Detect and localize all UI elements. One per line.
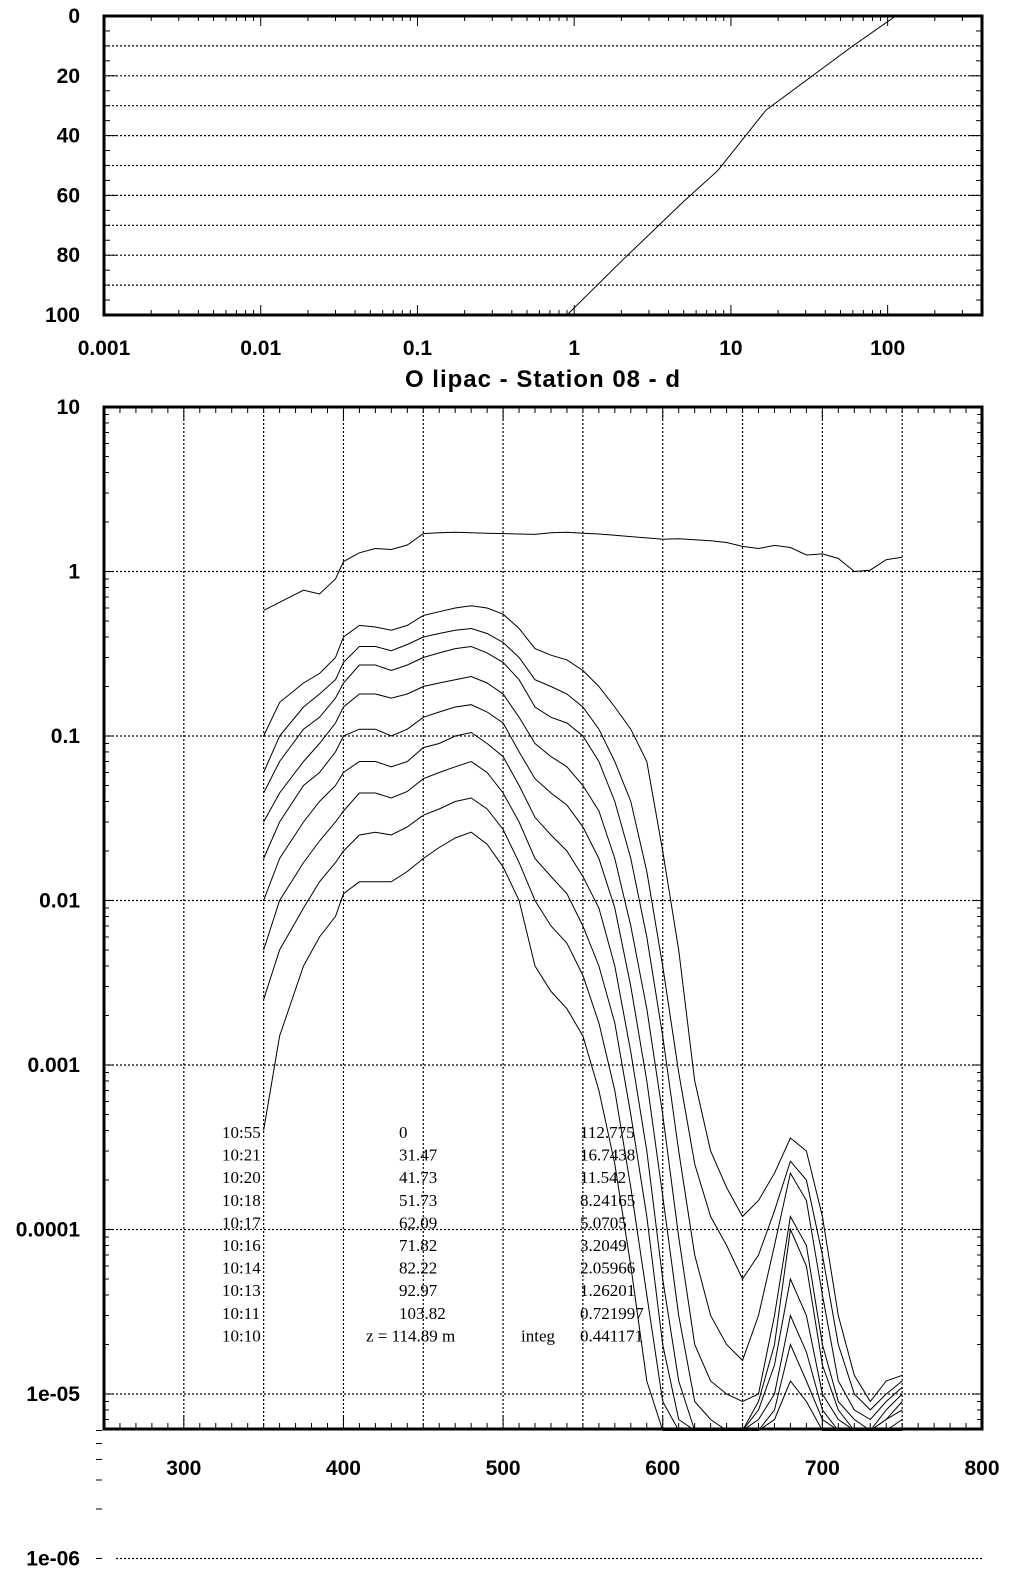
bottom-ticks [96, 407, 982, 1559]
bottom-x-tick-label: 800 [964, 1457, 1000, 1480]
bottom-y-tick-label: 1 [68, 560, 80, 584]
table-time: 10:21 [222, 1145, 261, 1165]
bottom-y-tick-label: 1e-05 [26, 1383, 80, 1406]
table-integ-value: 5.0705 [580, 1213, 627, 1233]
bottom-x-tick-label: 400 [325, 1457, 361, 1480]
bottom-y-tick-label: 1e-06 [26, 1547, 80, 1571]
table-z-label: z = 114.89 m [366, 1326, 456, 1346]
table-integ-value: 0.441171 [580, 1326, 644, 1346]
annotation-table [222, 1123, 644, 1345]
bottom-x-tick-label: 300 [166, 1457, 202, 1480]
bottom-x-tick-label: 500 [485, 1457, 521, 1480]
table-integ-label: integ [521, 1326, 555, 1346]
top-x-tick-label: 1 [568, 337, 581, 360]
table-depth: 82.22 [399, 1258, 438, 1278]
bottom-y-tick-label: 0.01 [39, 889, 80, 913]
table-depth: 71.82 [399, 1236, 438, 1255]
bottom-y-tick-label: 10 [56, 396, 80, 419]
top-x-tick-label: 0.001 [77, 337, 131, 360]
table-depth: 103.82 [399, 1303, 446, 1323]
bottom-y-tick-labels [16, 396, 81, 1571]
table-time: 10:55 [222, 1123, 261, 1142]
table-integ-value: 11.542 [580, 1168, 627, 1188]
table-integ-value: 16.7438 [580, 1145, 636, 1165]
top-y-tick-label: 80 [56, 244, 80, 268]
top-y-tick-label: 20 [56, 64, 80, 88]
table-integ-value: 1.26201 [580, 1281, 636, 1301]
bottom-x-tick-labels [166, 1457, 999, 1480]
top-x-tick-label: 10 [719, 337, 743, 360]
table-time: 10:18 [222, 1190, 261, 1210]
depth-profile-chart [45, 5, 982, 360]
top-x-tick-label: 0.1 [402, 337, 433, 360]
top-y-tick-label: 0 [68, 5, 80, 28]
top-y-tick-label: 100 [44, 304, 80, 327]
bottom-y-tick-label: 0.0001 [15, 1218, 80, 1242]
bottom-x-tick-label: 600 [645, 1457, 681, 1480]
top-y-tick-label: 60 [56, 184, 80, 208]
table-depth: 51.73 [399, 1190, 438, 1210]
top-x-tick-labels [78, 337, 905, 360]
table-integ-value: 3.2049 [580, 1236, 627, 1255]
table-time: 10:10 [222, 1326, 261, 1346]
table-time: 10:13 [222, 1281, 261, 1301]
table-depth: 0 [399, 1123, 408, 1142]
table-integ-value: 0.721997 [580, 1303, 644, 1323]
top-y-tick-label: 40 [56, 124, 80, 148]
spectra-chart [16, 396, 1000, 1571]
top-gridlines [104, 46, 982, 285]
table-integ-value: 8.24165 [580, 1190, 636, 1210]
top-plot-frame [104, 16, 982, 315]
bottom-y-tick-label: 0.001 [27, 1054, 80, 1077]
table-time: 10:20 [222, 1168, 261, 1188]
table-time: 10:17 [222, 1213, 261, 1233]
table-time: 10:11 [222, 1303, 261, 1323]
table-time: 10:14 [222, 1258, 261, 1278]
bottom-y-tick-label: 0.1 [50, 725, 80, 748]
top-x-tick-label: 0.01 [240, 337, 282, 360]
table-time: 10:16 [222, 1236, 261, 1255]
bottom-x-tick-label: 700 [804, 1457, 840, 1480]
table-depth: 62.09 [399, 1213, 438, 1233]
top-y-tick-labels [45, 5, 80, 327]
table-depth: 41.73 [399, 1168, 438, 1188]
table-depth: 31.47 [399, 1145, 438, 1165]
top-x-tick-label: 100 [870, 337, 906, 360]
table-depth: 92.97 [399, 1281, 438, 1301]
chart-title: O lipac - Station 08 - d [404, 366, 682, 393]
table-integ-value: 112.775 [580, 1123, 635, 1142]
table-integ-value: 2.05966 [580, 1258, 636, 1278]
top-ticks [104, 16, 982, 315]
